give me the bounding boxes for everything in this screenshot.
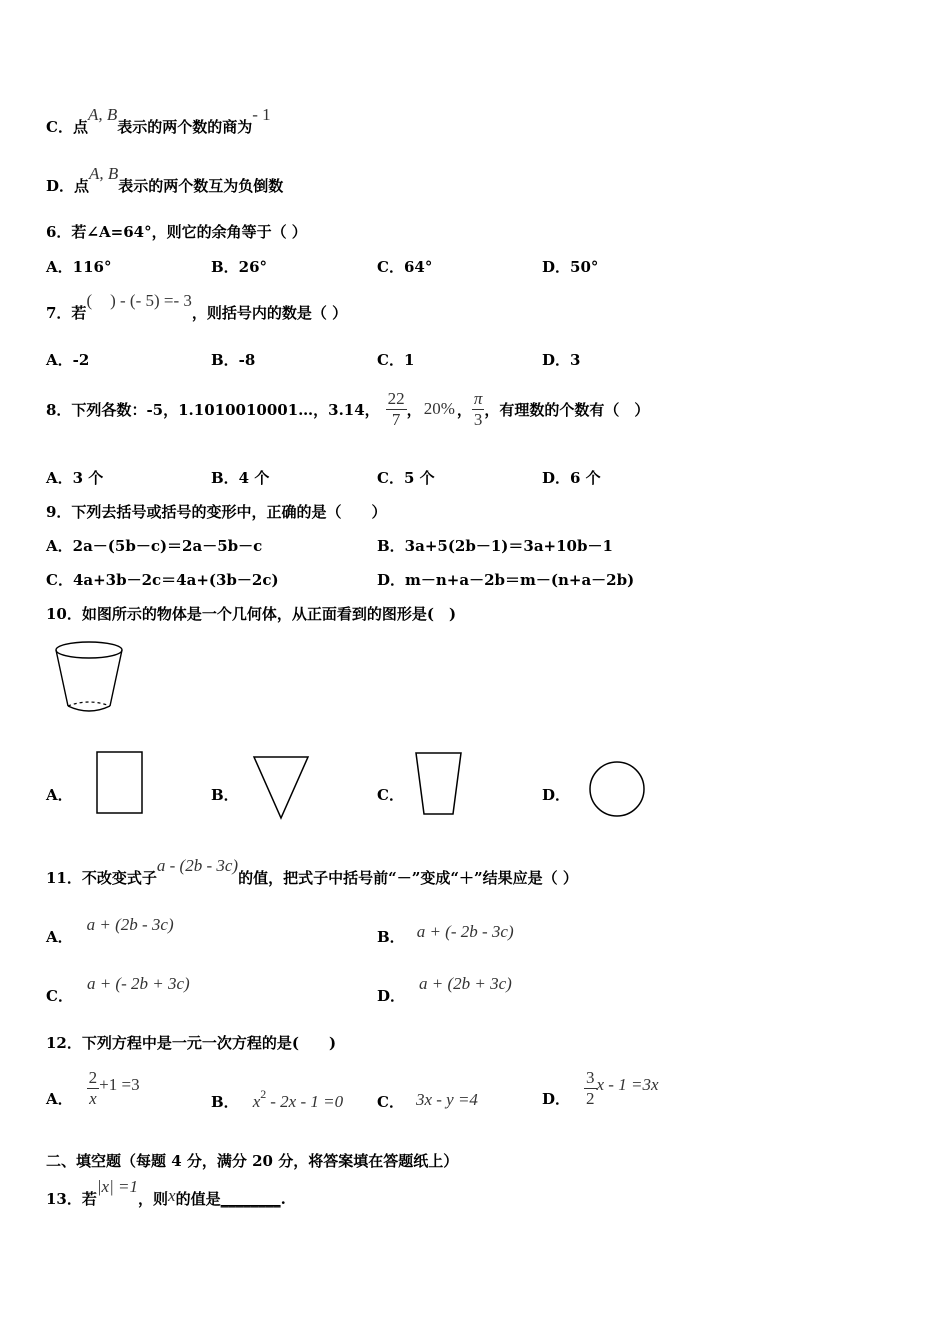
q11-option-a [46, 915, 174, 947]
option-text: 表示的两个数互为负倒数 [118, 177, 284, 195]
q9-option-a: A．2a－(5b－c)＝2a－5b－c [46, 537, 263, 555]
trapezoid-figure [414, 751, 464, 817]
math-expression: a + (2b - 3c) [86, 915, 174, 934]
percent-value: 20% [423, 399, 455, 418]
denominator: 2 [586, 1088, 595, 1108]
q9-option-c: C．4a+3b－2c＝4a+(3b－2c) [46, 571, 279, 589]
math-ab: A, B [89, 164, 119, 183]
q9-option-b: B．3a+5(2b－1)＝3a+10b－1 [377, 537, 613, 555]
q5-option-c [46, 105, 271, 137]
math-expression: a + (2b + 3c) [419, 974, 512, 993]
inverted-triangle-figure [252, 755, 310, 821]
q13-stem [46, 1177, 286, 1209]
math-ab: A, B [87, 105, 118, 124]
q11-stem [46, 856, 578, 888]
stem-prefix: 7．若 [46, 304, 87, 322]
circle-figure [588, 760, 648, 820]
option-label: D． [542, 1089, 571, 1108]
numerator: 3 [586, 1067, 595, 1087]
q7-stem [46, 291, 348, 323]
math-exponent: 2 [260, 1087, 267, 1101]
stem-prefix: 8．下列各数：-5，1.1010010001…，3.14， [46, 400, 380, 419]
option-text: 表示的两个数的商为 [117, 118, 253, 136]
math-expression: x - 1 =3x [596, 1075, 659, 1094]
q10-option-c-label: C． [377, 786, 404, 804]
fraction-22-7 [386, 389, 407, 430]
q12-stem: 12．下列方程中是一元一次方程的是( ) [46, 1034, 337, 1052]
option-label: B． [211, 1093, 239, 1111]
q6-stem: 6．若∠A=64°，则它的余角等于（ ） [46, 223, 307, 241]
option-label: A． [46, 1089, 73, 1108]
rectangle-figure [96, 751, 144, 815]
option-label: C． [46, 987, 73, 1005]
q9-stem: 9．下列去括号或括号的变形中，正确的是（ ） [46, 503, 387, 521]
math-expression: a + (- 2b + 3c) [86, 974, 190, 993]
q6-option-d: D．50° [542, 258, 599, 276]
fraction-3-2 [584, 1068, 597, 1109]
option-label: C．点 [46, 118, 88, 136]
math-base: x [252, 1092, 261, 1111]
math-expression: |x| =1 [96, 1177, 138, 1196]
math-variable: x [168, 1186, 176, 1205]
math-expression: +1 =3 [99, 1075, 140, 1094]
q12-option-c [377, 1091, 478, 1112]
q11-option-b [377, 922, 514, 947]
q6-option-a: A．116° [46, 258, 112, 276]
q12-option-d [542, 1066, 659, 1110]
denominator: 3 [473, 409, 483, 429]
separator: ， [406, 400, 422, 419]
q7-option-b: B．-8 [211, 351, 256, 369]
stem-suffix: 的值是 [175, 1190, 221, 1208]
q10-option-d-label: D． [542, 786, 571, 804]
math-value: - 1 [252, 105, 271, 124]
math-expression: 3x - y =4 [415, 1090, 478, 1109]
numerator: 22 [387, 388, 405, 408]
q6-option-b: B．26° [211, 258, 268, 276]
q10-option-b-label: B． [211, 786, 239, 804]
q8-option-c: C．5 个 [377, 469, 435, 487]
q9-option-d: D．m－n+a－2b＝m－(n+a－2b) [377, 571, 635, 589]
separator: ， [456, 400, 472, 419]
option-label: B． [377, 928, 405, 946]
math-expression: a - (2b - 3c) [156, 856, 239, 875]
q7-option-a: A．-2 [46, 351, 90, 369]
option-label: C． [377, 1093, 404, 1111]
math-expression: - 2x - 1 =0 [270, 1092, 344, 1111]
stem-suffix: 的值，把式子中括号前“－”变成“＋”结果应是（ ） [238, 869, 578, 887]
q12-option-a [46, 1066, 140, 1110]
numerator: π [473, 388, 483, 408]
option-label: D． [377, 987, 406, 1005]
option-label: A． [46, 928, 73, 946]
q7-option-d: D．3 [542, 351, 581, 369]
denominator: 7 [391, 409, 401, 429]
q10-option-a-label: A． [46, 786, 73, 804]
q12-option-b [211, 1087, 344, 1112]
q8-option-a: A．3 个 [46, 469, 104, 487]
cup-solid-figure [54, 640, 126, 716]
numerator: 2 [88, 1067, 98, 1087]
q10-stem: 10．如图所示的物体是一个几何体，从正面看到的图形是( ) [46, 605, 457, 623]
stem-prefix: 11．不改变式子 [46, 869, 157, 887]
stem-middle: ，则 [138, 1190, 169, 1208]
q8-stem [46, 385, 649, 433]
q6-option-c: C．64° [377, 258, 433, 276]
q11-option-c [46, 974, 190, 1006]
fraction-pi-3 [472, 389, 485, 430]
denominator: x [89, 1088, 97, 1108]
q8-option-d: D．6 个 [542, 469, 601, 487]
q11-option-d [377, 974, 512, 1006]
q7-option-c: C．1 [377, 351, 415, 369]
math-open: ( [86, 291, 93, 310]
answer-blank[interactable]: ________ [220, 1190, 281, 1208]
stem-end: . [280, 1190, 286, 1208]
math-expression: ) - (- 5) =- 3 [110, 291, 192, 310]
math-expression: a + (- 2b - 3c) [416, 922, 514, 941]
section-title: 二、填空题（每题 4 分，满分 20 分，将答案填在答题纸上） [46, 1152, 459, 1170]
q5-option-d [46, 164, 284, 196]
stem-suffix: ，有理数的个数有（ ） [484, 400, 650, 419]
stem-suffix: ，则括号内的数是（ ） [191, 304, 348, 322]
option-label: D．点 [46, 177, 90, 195]
q8-option-b: B．4 个 [211, 469, 270, 487]
stem-prefix: 13．若 [46, 1190, 97, 1208]
fraction-2-x [87, 1068, 100, 1109]
